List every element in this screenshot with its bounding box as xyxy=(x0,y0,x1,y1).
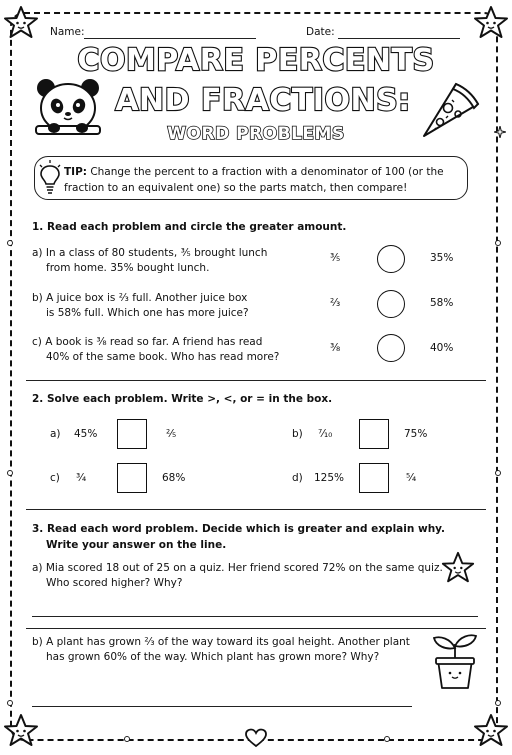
potted-plant-icon xyxy=(430,630,480,690)
problem-3b xyxy=(32,635,410,665)
compare-left: ⁷⁄₁₀ xyxy=(318,428,333,440)
item-label: b) xyxy=(292,428,303,440)
item-label: a) xyxy=(50,428,61,440)
answer-circle[interactable] xyxy=(377,334,405,362)
border-dot xyxy=(124,736,130,742)
star-icon xyxy=(472,712,510,750)
compare-percent: 40% xyxy=(430,342,454,354)
star-icon xyxy=(2,712,40,750)
tip-body: Change the percent to a fraction with a denominator of 100 (or the fraction to an equivalent one) so the parts match, then compare! xyxy=(64,166,444,194)
compare-left: 45% xyxy=(74,428,98,440)
border-dot xyxy=(495,240,501,246)
answer-box[interactable] xyxy=(359,419,389,449)
compare-fraction: ³⁄₈ xyxy=(330,342,341,354)
problem-text-line: Who scored higher? Why? xyxy=(46,577,183,589)
compare-right: 75% xyxy=(404,428,428,440)
border-dot xyxy=(7,470,13,476)
tip-text xyxy=(64,164,464,196)
compare-right: 68% xyxy=(162,472,186,484)
problem-1a xyxy=(32,246,267,276)
star-icon xyxy=(2,4,40,42)
star-icon xyxy=(472,4,510,42)
page-title-line2: AND FRACTIONS: xyxy=(115,83,411,118)
answer-circle[interactable] xyxy=(377,290,405,318)
compare-fraction: ²⁄₃ xyxy=(330,297,341,309)
border-dot xyxy=(7,240,13,246)
name-label: Name: xyxy=(50,26,85,38)
problem-1c xyxy=(32,335,279,365)
section3-heading xyxy=(32,521,445,553)
name-field[interactable] xyxy=(84,38,256,39)
problem-text-line: c) A book is ³⁄₈ read so far. A friend has read xyxy=(32,336,263,348)
answer-box[interactable] xyxy=(359,463,389,493)
border-dot xyxy=(384,736,390,742)
tip-label: TIP: xyxy=(64,166,87,178)
answer-line[interactable] xyxy=(32,616,478,617)
section2-heading: 2. Solve each problem. Write >, <, or = in the box. xyxy=(32,393,333,405)
heart-icon xyxy=(244,728,268,748)
problem-text-line: a) Mia scored 18 out of 25 on a quiz. Her friend scored 72% on the same quiz. xyxy=(32,562,443,574)
section3-heading-line: 3. Read each word problem. Decide which is greater and explain why. xyxy=(32,523,446,535)
star-icon xyxy=(440,550,476,586)
date-field[interactable] xyxy=(338,38,460,39)
panda-icon xyxy=(32,76,104,138)
problem-text-line: b) A plant has grown ²⁄₃ of the way toward its goal height. Another plant xyxy=(32,636,410,648)
problem-text-line: a) In a class of 80 students, ³⁄₅ brought lunch xyxy=(32,247,268,259)
answer-line[interactable] xyxy=(32,706,412,707)
item-label: d) xyxy=(292,472,303,484)
problem-text-line: is 58% full. Which one has more juice? xyxy=(46,307,249,319)
border-dot xyxy=(495,470,501,476)
pizza-slice-icon xyxy=(416,78,484,142)
problem-text-line: has grown 60% of the way. Which plant has grown more? Why? xyxy=(46,651,380,663)
problem-text-line: from home. 35% bought lunch. xyxy=(46,262,210,274)
page-subtitle: WORD PROBLEMS xyxy=(167,124,345,144)
compare-fraction: ³⁄₅ xyxy=(330,252,341,264)
compare-right: ⁵⁄₄ xyxy=(406,472,417,484)
section-divider xyxy=(26,628,486,629)
problem-3a xyxy=(32,561,443,591)
problem-1b xyxy=(32,291,249,321)
section3-heading-line: Write your answer on the line. xyxy=(46,539,227,551)
answer-circle[interactable] xyxy=(377,245,405,273)
section1-heading: 1. Read each problem and circle the greater amount. xyxy=(32,221,347,233)
compare-percent: 35% xyxy=(430,252,454,264)
item-label: c) xyxy=(50,472,60,484)
compare-left: 125% xyxy=(314,472,345,484)
problem-text-line: 40% of the same book. Who has read more? xyxy=(46,351,280,363)
border-dot xyxy=(495,700,501,706)
lightbulb-icon xyxy=(38,160,62,196)
answer-box[interactable] xyxy=(117,419,147,449)
problem-text-line: b) A juice box is ²⁄₃ full. Another juice box xyxy=(32,292,248,304)
compare-percent: 58% xyxy=(430,297,454,309)
page-title-line1: COMPARE PERCENTS xyxy=(77,43,435,78)
section-divider xyxy=(26,509,486,510)
section-divider xyxy=(26,380,486,381)
compare-left: ³⁄₄ xyxy=(76,472,87,484)
answer-box[interactable] xyxy=(117,463,147,493)
compare-right: ²⁄₅ xyxy=(166,428,177,440)
border-dot xyxy=(7,700,13,706)
date-label: Date: xyxy=(306,26,335,38)
